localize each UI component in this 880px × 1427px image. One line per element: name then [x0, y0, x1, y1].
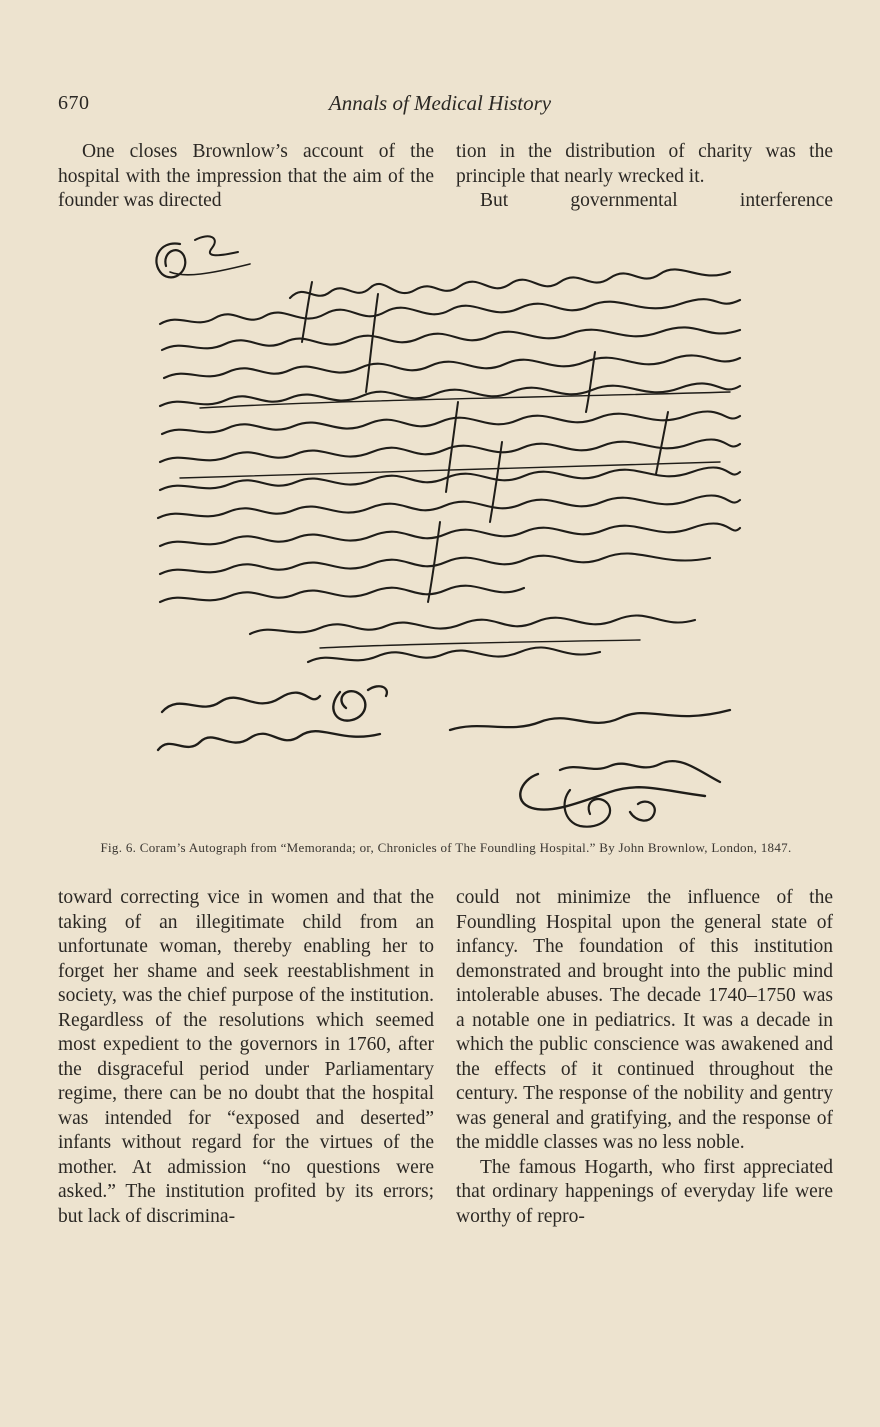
column-top-left	[58, 140, 434, 214]
paragraph: The famous Hogarth, who first appreciated that ordinary happenings of everyday life were worthy of repro-	[456, 1156, 833, 1227]
column-top-right	[456, 140, 833, 214]
paragraph: But governmental interference	[480, 190, 833, 211]
figure-caption: Fig. 6. Coram’s Autograph from “Memoranda; or, Chronicles of The Foundling Hospital.” By John Brownlow, London, 1847.	[100, 840, 792, 855]
paragraph: could not minimize the influence of the Foundling Hospital upon the general state of infancy. The foundation of this institution demonstrated and brought into the public mind intolerable abuses. The decade 1740–1750 was a notable one in pediatrics. It was a decade in which the public conscience was awakened and the effects of it continued throughout the century. The response of the nobility and gentry was general and gratifying, and the response of the middle classes was no less noble.	[456, 887, 833, 1153]
running-title: Annals of Medical History	[328, 91, 552, 115]
paragraph: toward correcting vice in women and that the taking of an illegitimate child from an unfortunate woman, thereby enabling her to forget her shame and seek reestablishment in society, was the chief purpose of the institution. Regardless of the resolutions which seemed most expedient to the governors in 1760, after the disgraceful period under Parliamentary regime, there can be no doubt that the hospital was intended for “exposed and deserted” infants without regard for the virtues of the mother. At admission “no questions were asked.” The institution profited by its errors; but lack of discrimina-	[58, 887, 434, 1227]
paragraph: tion in the distribution of charity was the principle that nearly wrecked it.	[456, 141, 833, 187]
handwritten-letter-figure	[140, 222, 760, 842]
column-bottom-left	[58, 886, 434, 1229]
column-bottom-right	[456, 886, 833, 1229]
page-number: 670	[58, 92, 90, 114]
paragraph: One closes Brownlow’s account of the hospital with the impression that the aim of the founder was directed	[58, 141, 434, 211]
